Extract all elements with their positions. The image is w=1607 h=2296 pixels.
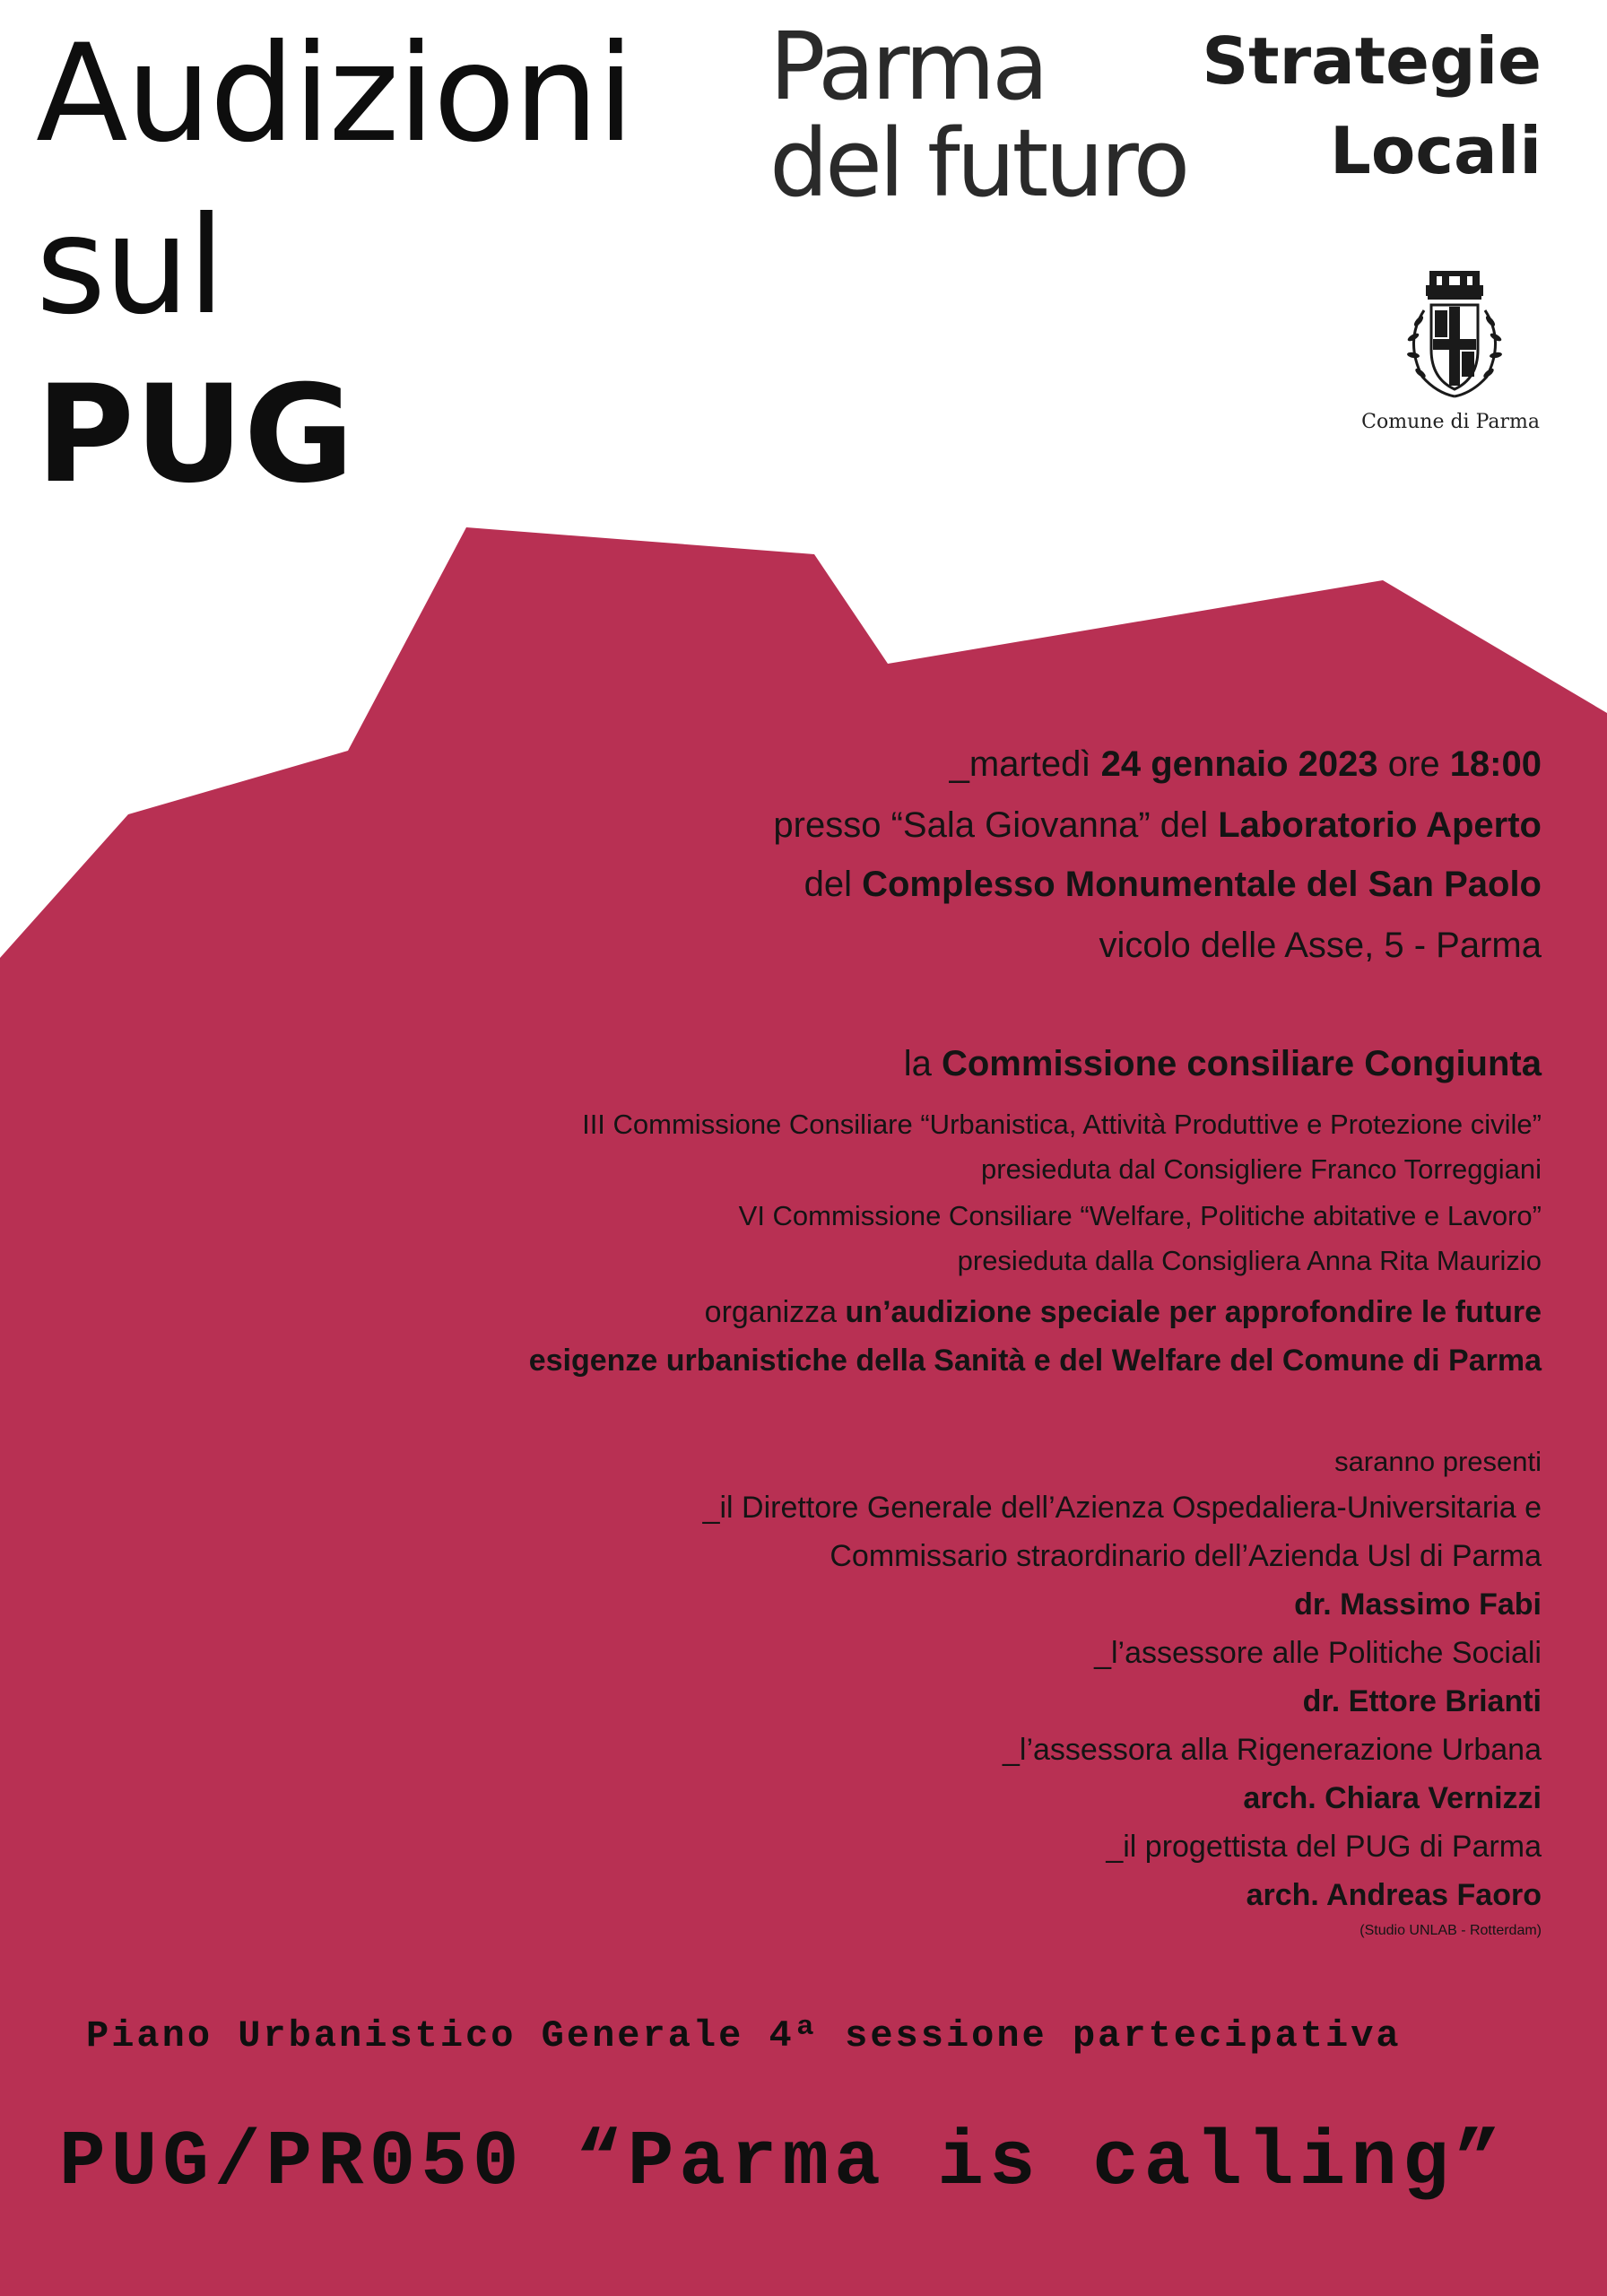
- commission-line-4: presieduta dalla Consigliera Anna Rita Maurizio: [957, 1245, 1542, 1276]
- commission-line-1: III Commissione Consiliare “Urbanistica, Attività Produttive e Protezione civile”: [582, 1109, 1542, 1140]
- speakers-intro: saranno presenti: [1334, 1446, 1542, 1477]
- speaker-2-name: dr. Ettore Brianti: [1302, 1684, 1542, 1718]
- event-date-line: _martedì 24 gennaio 2023 ore 18:00: [949, 744, 1542, 784]
- event-complex-line: del Complesso Monumentale del San Paolo: [804, 865, 1542, 904]
- organizer-line-1: organizza un’audizione speciale per approfondire le future: [704, 1295, 1542, 1329]
- event-address: vicolo delle Asse, 5 - Parma: [1099, 926, 1542, 965]
- strategy-line-1: Strategie: [1202, 23, 1542, 99]
- speaker-1-role-line-1: _il Direttore Generale dell’Azienza Ospedaliera-Universitaria e: [702, 1491, 1542, 1525]
- comune-di-parma-crest-icon: [1392, 269, 1517, 404]
- slogan: PUG/PR050 “Parma is calling”: [59, 2118, 1507, 2206]
- speaker-4-note: (Studio UNLAB - Rotterdam): [1359, 1923, 1542, 1938]
- title-line-1: Audizioni: [36, 16, 633, 172]
- speaker-1-role-line-2: Commissario straordinario dell’Azienda Usl di Parma: [830, 1539, 1542, 1573]
- title-line-2: sul: [36, 188, 223, 344]
- speaker-3-role: _l’assessora alla Rigenerazione Urbana: [1002, 1733, 1542, 1767]
- subtitle-line-2: del futuro: [769, 109, 1187, 218]
- organizer-line-2: esigenze urbanistiche della Sanità e del Welfare del Comune di Parma: [528, 1344, 1542, 1378]
- subtitle-line-1: Parma: [769, 12, 1046, 121]
- speaker-2-role: _l’assessore alle Politiche Sociali: [1094, 1636, 1542, 1670]
- speaker-4-name: arch. Andreas Faoro: [1246, 1878, 1542, 1912]
- title-line-3: PUG: [36, 357, 354, 513]
- speaker-3-name: arch. Chiara Vernizzi: [1243, 1781, 1542, 1815]
- commission-line-3: VI Commissione Consiliare “Welfare, Politiche abitative e Lavoro”: [738, 1200, 1542, 1231]
- strategy-line-2: Locali: [1330, 113, 1542, 188]
- event-venue-line: presso “Sala Giovanna” del Laboratorio Aperto: [773, 805, 1542, 845]
- commission-line-2: presieduta dal Consigliere Franco Torreggiani: [981, 1153, 1542, 1185]
- speaker-4-role: _il progettista del PUG di Parma: [1106, 1830, 1542, 1864]
- comune-di-parma-label: Comune di Parma: [1361, 411, 1540, 433]
- session-banner: Piano Urbanistico Generale 4ª sessione partecipativa: [86, 2014, 1402, 2057]
- commission-intro: la Commissione consiliare Congiunta: [903, 1044, 1542, 1083]
- speaker-1-name: dr. Massimo Fabi: [1294, 1587, 1542, 1622]
